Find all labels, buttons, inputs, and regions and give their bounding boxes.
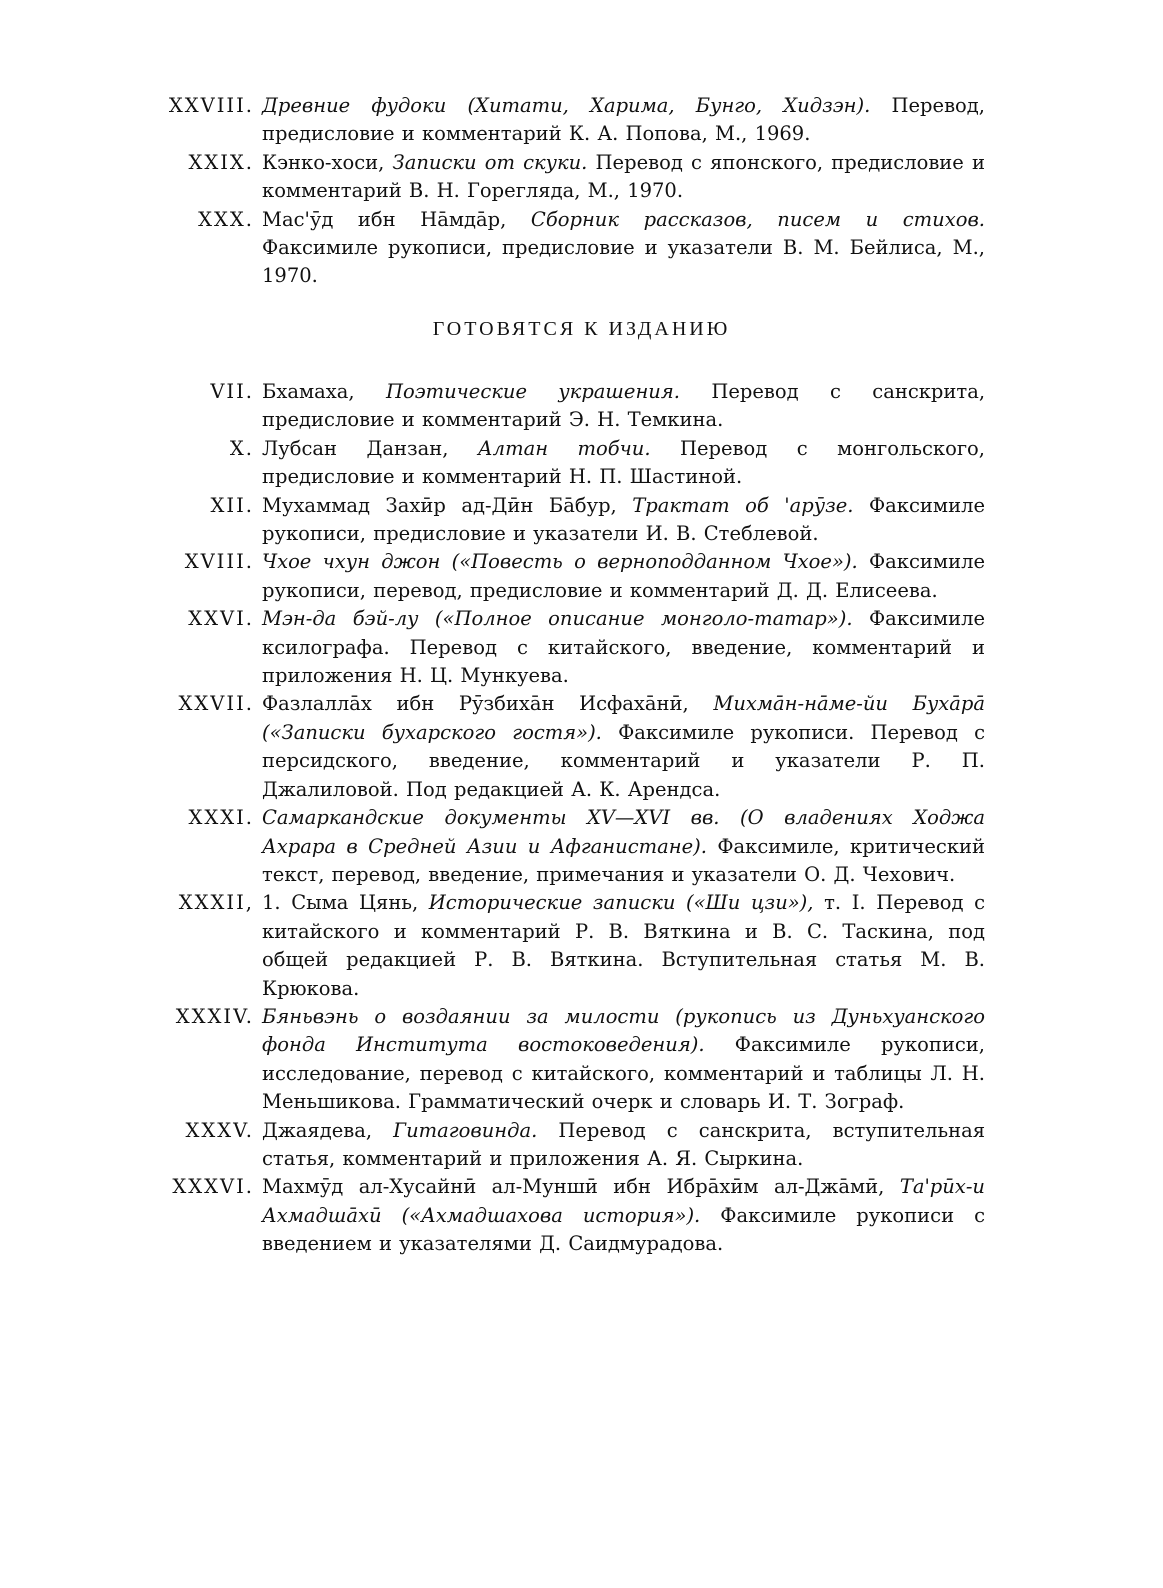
entry-details: Факсимиле ксилографа. Перевод с китайского, введение, комментарий и приложения Н. Ц. Мункуева. [262,607,985,688]
list-item [150,378,985,435]
entry-details: Факсимиле рукописи, перевод, предисловие и комментарий Д. Д. Елисеева. [262,550,985,602]
entry-number: X. [229,436,254,460]
entry-number: XXXV. [185,1118,254,1142]
entry-text [262,435,985,492]
list-item [150,435,985,492]
list-item [150,492,985,549]
entry-number: XXXVI. [172,1175,254,1199]
entry-number: XII. [210,493,254,517]
entry-number: XVIII. [184,550,254,574]
entry-text [262,1003,985,1117]
entry-number: XXXI. [188,806,254,830]
entry-number: XXVII. [178,692,254,716]
entry-title: Самаркандские документы XV—XVI вв. (О владениях Ходжа Ахрара в Средней Азии и Афганистане). [262,806,985,858]
list-item [150,149,985,206]
entry-title: Бяньвэнь о воздаянии за милости (рукопись из Дуньхуанского фонда Института востоковедения). [262,1004,985,1057]
entry-text [262,1117,985,1174]
entry-text [262,548,985,605]
entry-details: Факсимиле рукописи. Перевод с персидского, введение, комментарий и указатели Р. П. Джалиловой. Под редакцией А. К. Арендса. [262,720,985,801]
forthcoming-list [150,378,985,1259]
list-item [150,1003,985,1117]
list-item [150,804,985,889]
entry-title: Та'рӣх-и Ахмадшāхӣ («Ахмадшахова история»). [262,1175,985,1227]
entry-text [262,378,985,435]
entry-text [262,889,985,1003]
entry-title: Древние фудоки (Хитати, Харима, Бунго, Хидзэн). [262,94,871,117]
entry-text [262,1173,985,1258]
list-item [150,1173,985,1258]
entry-details: Перевод, предисловие и комментарий К. А. Попова, М., 1969. [262,94,985,146]
entry-number: XXVIII. [168,94,254,117]
entry-author: Джаядева, [262,1118,373,1142]
entry-details: т. I. Перевод с китайского и комментарий Р. В. Вяткина и В. С. Таскина, под общей редакцией Р. В. Вяткина. Вступительная статья М. В. Крюкова. [262,891,986,1000]
entry-title: Поэтические украшения. [385,380,680,403]
entry-title: Записки от скуки. [392,150,588,174]
entry-number: XXVI. [188,607,254,631]
entry-number: XXXIV. [175,1004,254,1028]
entry-title: Чхое чхун джон («Повесть о верноподданном Чхое»). [262,550,858,574]
entry-author: Бхамаха, [262,380,355,403]
entry-details: Перевод с японского, предисловие и комментарий В. Н. Горегляда, М., 1970. [262,150,985,203]
entry-text [262,92,985,149]
entry-title: Исторические записки («Ши цзи»), [428,891,814,915]
entry-details: Перевод с монгольского, предисловие и комментарий Н. П. Шастиной. [262,436,985,489]
entry-title: Трактат об 'арӯзе. [632,493,854,517]
entry-text [262,149,985,206]
list-item [150,889,985,1003]
entry-details: Факсимиле рукописи, исследование, перевод с китайского, комментарий и таблицы Л. Н. Меньшикова. Грамматический очерк и словарь И. Т. Зограф. [262,1033,985,1114]
list-item [150,1117,985,1174]
list-item [150,548,985,605]
entry-author: Лубсан Данзан, [262,436,449,460]
section-heading: ГОТОВЯТСЯ К ИЗДАНИЮ [432,318,731,340]
published-list [150,92,985,291]
entry-author: Махмӯд ал-Хусайнӣ ал-Муншӣ ибн Ибрāхӣм ал-Джāмӣ, [262,1175,885,1199]
entry-text [262,492,985,549]
entry-author: Фазлаллāх ибн Рӯзбихāн Исфахāнӣ, [262,692,689,716]
entry-number: XXX. [198,207,254,231]
entry-details: Факсимиле рукописи, предисловие и указатели И. В. Стеблевой. [262,493,985,546]
entry-title: Михмāн-нāме-йи Бухāрā («Записки бухарского гостя»). [262,692,985,744]
entry-title: Сборник рассказов, писем и стихов. [530,207,985,231]
entry-number: XXIX. [188,150,254,174]
entry-number: VII. [210,380,254,403]
entry-number: XXXII, [178,891,254,915]
list-item [150,605,985,690]
entry-details: Перевод с санскрита, предисловие и комментарий Э. Н. Темкина. [262,380,986,432]
list-item [150,92,985,149]
entry-author: Мухаммад Захӣр ад-Дӣн Бāбур, [262,493,617,517]
entry-details: Факсимиле, критический текст, перевод, введение, примечания и указатели О. Д. Чехович. [262,834,985,886]
entry-text [262,804,985,889]
entry-title: Мэн-да бэй-лу («Полное описание монголо-татар»). [262,607,853,631]
entry-text [262,690,985,804]
entry-author: Мас'ӯд ибн Нāмдāр, [262,207,507,231]
entry-author: 1. Сыма Цянь, [262,891,419,915]
entry-details: Факсимиле рукописи с введением и указателями Д. Саидмурадова. [262,1203,986,1256]
list-item [150,206,985,291]
entry-details: Факсимиле рукописи, предисловие и указатели В. М. Бейлиса, М., 1970. [262,236,985,288]
entry-text [262,206,985,291]
entry-title: Алтан тобчи. [477,436,651,460]
entry-text [262,605,985,690]
list-item [150,690,985,804]
entry-title: Гитаговинда. [393,1118,538,1142]
entry-details: Перевод с санскрита, вступительная статья, комментарий и приложения А. Я. Сыркина. [262,1118,986,1170]
entry-author: Кэнко-хоси, [262,150,385,174]
